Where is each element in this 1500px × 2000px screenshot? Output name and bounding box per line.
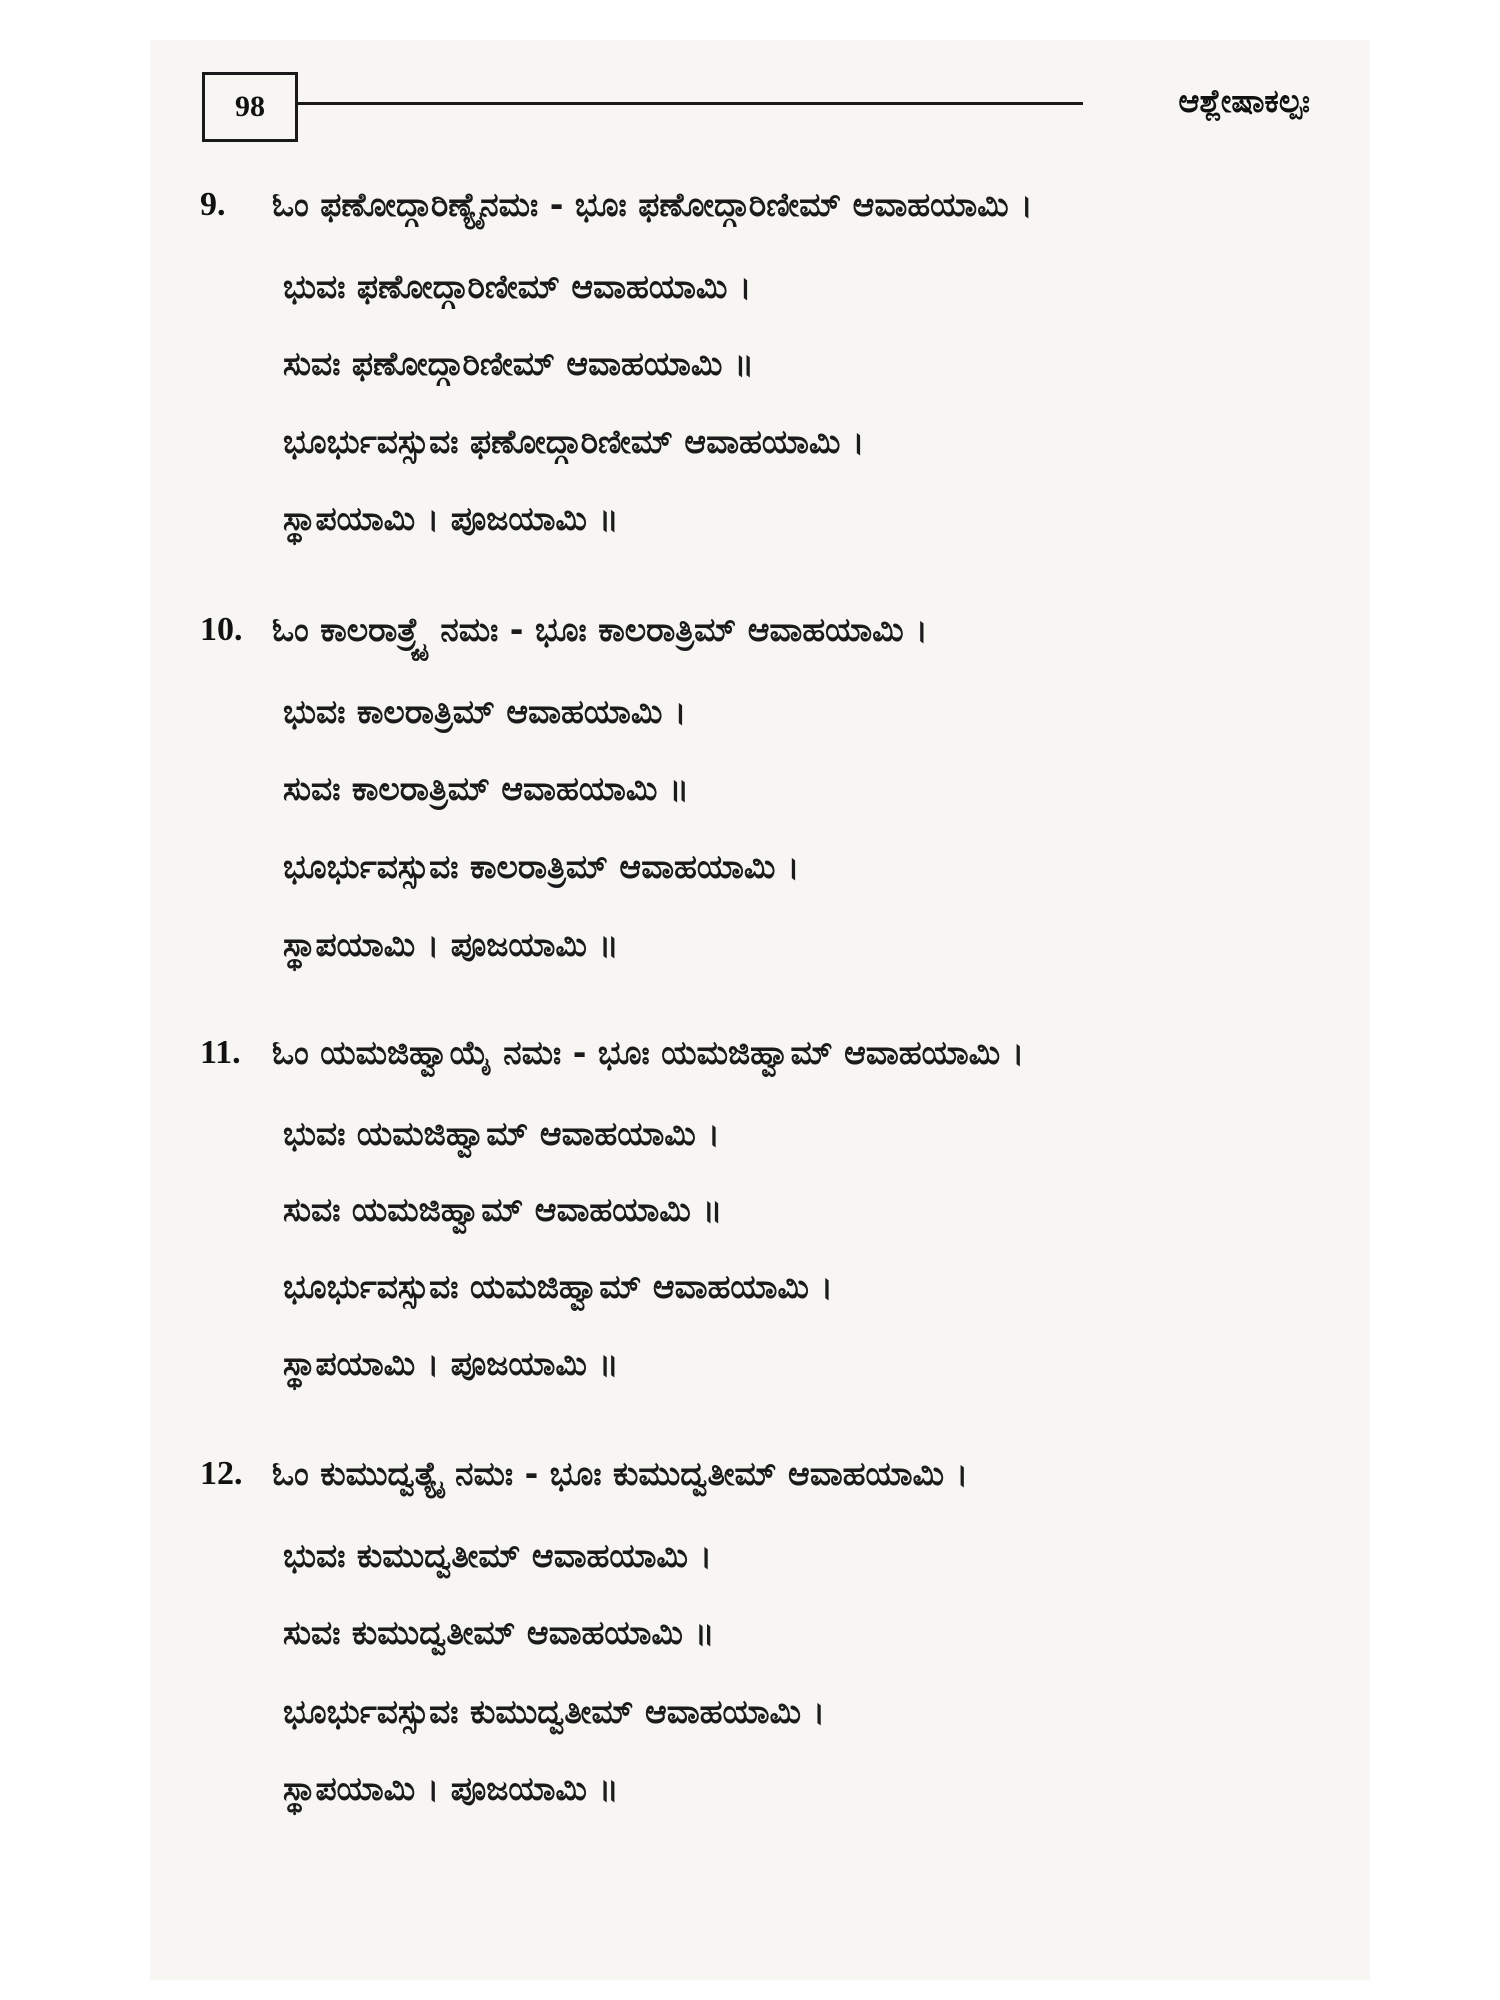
verse-line: ಸ್ಥಾಪಯಾಮಿ । ಪೂಜಯಾಮಿ ॥ xyxy=(283,1769,619,1808)
verse-line: ಓಂ ಕುಮುದ್ವತ್ಯೈ ನಮಃ - ಭೂಃ ಕುಮುದ್ವತೀಮ್ ಆವಾಹಯಾಮಿ । xyxy=(272,1454,969,1493)
verse-number: 12. xyxy=(200,1455,243,1492)
verse-number: 9. xyxy=(200,186,226,223)
verse-line: ಭುವಃ ಯಮಜಿಹ್ವಾಮ್ ಆವಾಹಯಾಮಿ । xyxy=(283,1114,720,1153)
verse-line: ಸುವಃ ಫಣೋದ್ಗಾರಿಣೀಮ್ ಆವಾಹಯಾಮಿ ॥ xyxy=(283,344,754,383)
verse-line: ಭೂರ್ಭುವಸ್ಸುವಃ ಯಮಜಿಹ್ವಾಮ್ ಆವಾಹಯಾಮಿ । xyxy=(283,1267,833,1306)
header-rule xyxy=(298,102,1083,105)
verse-line: ಭೂರ್ಭುವಸ್ಸುವಃ ಫಣೋದ್ಗಾರಿಣೀಮ್ ಆವಾಹಯಾಮಿ । xyxy=(283,422,865,461)
verse-line: ಓಂ ಯಮಜಿಹ್ವಾಯೈ ನಮಃ - ಭೂಃ ಯಮಜಿಹ್ವಾಮ್ ಆವಾಹಯಾಮಿ । xyxy=(272,1033,1025,1072)
verse-number: 11. xyxy=(200,1034,241,1071)
verse-line: ಸ್ಥಾಪಯಾಮಿ । ಪೂಜಯಾಮಿ ॥ xyxy=(283,499,619,538)
verse-line: ಓಂ ಫಣೋದ್ಗಾರಿಣ್ಯೈನಮಃ - ಭೂಃ ಫಣೋದ್ಗಾರಿಣೀಮ್ ಆವಾಹಯಾಮಿ । xyxy=(272,185,1033,224)
verse-number: 10. xyxy=(200,611,243,648)
verse-line: ಸ್ಥಾಪಯಾಮಿ । ಪೂಜಯಾಮಿ ॥ xyxy=(283,1344,619,1383)
verse-line: ಸುವಃ ಕುಮುದ್ವತೀಮ್ ಆವಾಹಯಾಮಿ ॥ xyxy=(283,1613,715,1652)
verse-line: ಸ್ಥಾಪಯಾಮಿ । ಪೂಜಯಾಮಿ ॥ xyxy=(283,925,619,964)
verse-line: ಓಂ ಕಾಲರಾತ್ರ್ಯೈ ನಮಃ - ಭೂಃ ಕಾಲರಾತ್ರಿಮ್ ಆವಾಹಯಾಮಿ । xyxy=(272,610,928,649)
running-head: ಆಶ್ಲೇಷಾಕಲ್ಪಃ xyxy=(1178,82,1310,120)
verse-line: ಭುವಃ ಫಣೋದ್ಗಾರಿಣೀಮ್ ಆವಾಹಯಾಮಿ । xyxy=(283,267,752,306)
book-page xyxy=(150,40,1370,1980)
verse-line: ಭುವಃ ಕಾಲರಾತ್ರಿಮ್ ಆವಾಹಯಾಮಿ । xyxy=(283,692,687,731)
verse-line: ಭೂರ್ಭುವಸ್ಸುವಃ ಕುಮುದ್ವತೀಮ್ ಆವಾಹಯಾಮಿ । xyxy=(283,1692,826,1731)
verse-line: ಭೂರ್ಭುವಸ್ಸುವಃ ಕಾಲರಾತ್ರಿಮ್ ಆವಾಹಯಾಮಿ । xyxy=(283,847,800,886)
verse-line: ಭುವಃ ಕುಮುದ್ವತೀಮ್ ಆವಾಹಯಾಮಿ । xyxy=(283,1536,712,1575)
verse-line: ಸುವಃ ಯಮಜಿಹ್ವಾಮ್ ಆವಾಹಯಾಮಿ ॥ xyxy=(283,1190,723,1229)
page-number: 98 xyxy=(202,72,298,142)
verse-line: ಸುವಃ ಕಾಲರಾತ್ರಿಮ್ ಆವಾಹಯಾಮಿ ॥ xyxy=(283,769,689,808)
